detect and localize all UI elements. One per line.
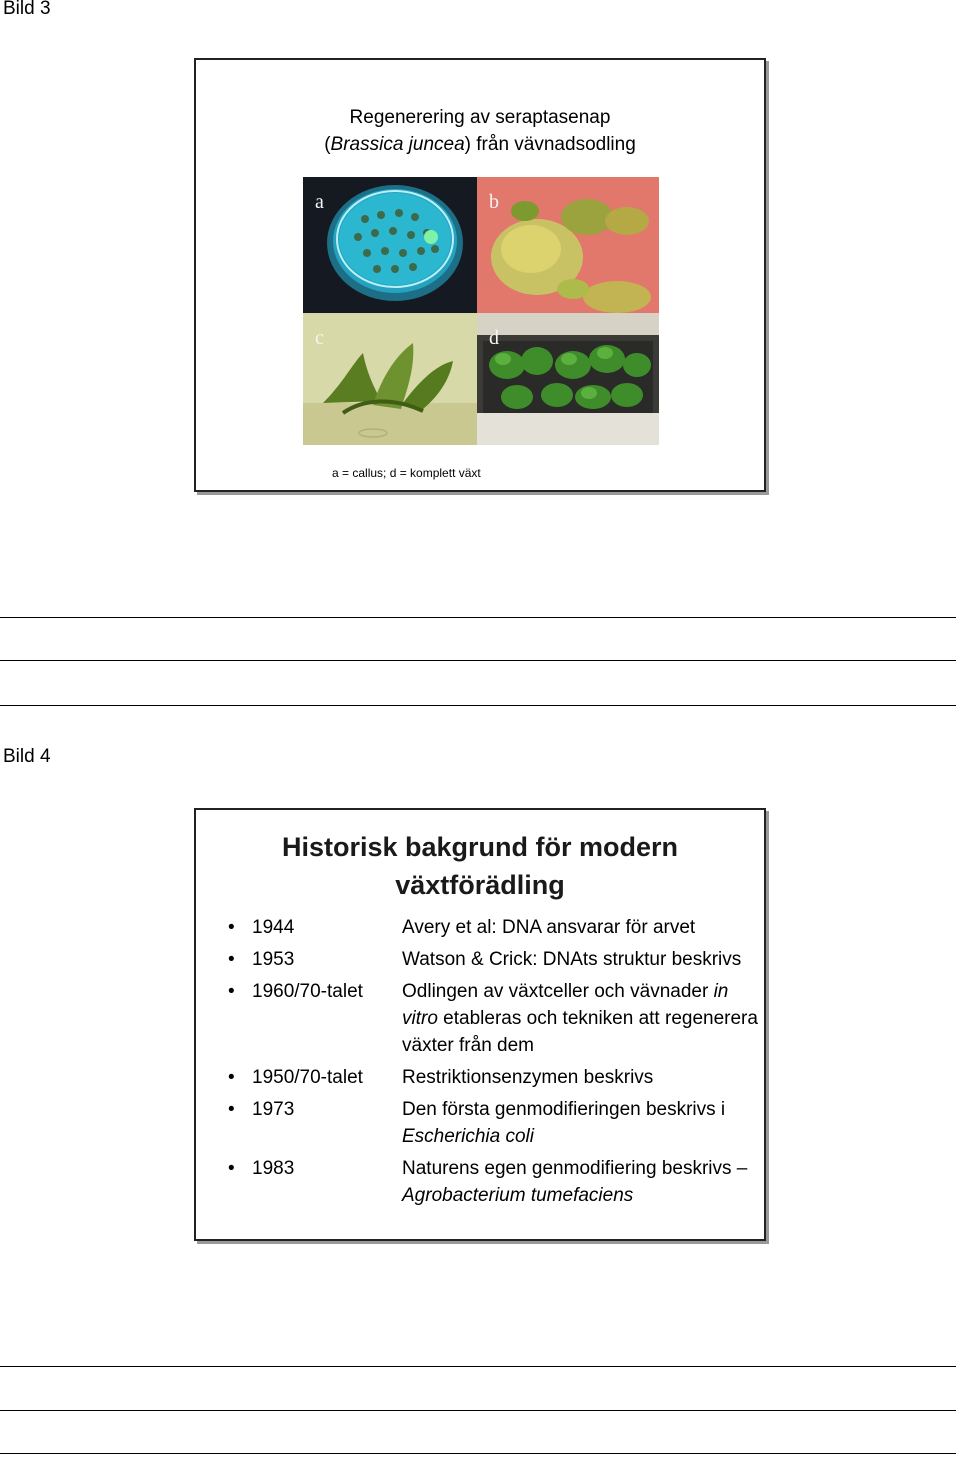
timeline-list [196, 914, 768, 1214]
latin-name: Brassica juncea [330, 134, 465, 155]
timeline-item [196, 1064, 768, 1091]
title-line-2: (Brassica juncea) från vävnadsodling [324, 134, 636, 155]
slide-bild-3 [194, 58, 766, 492]
title-line-1: Regenerering av seraptasenap [349, 107, 611, 128]
photo-caption: a = callus; d = komplett växt [332, 466, 481, 480]
panel-letter-b: b [489, 191, 499, 213]
bild-4-label: Bild 4 [3, 746, 51, 767]
timeline-item [196, 946, 768, 973]
panel-letter-c: c [315, 327, 324, 349]
event-year: 1953 [252, 949, 295, 970]
slide-title [196, 828, 764, 904]
event-year: 1983 [252, 1158, 295, 1179]
tissue-culture-photo-grid [303, 177, 659, 445]
timeline-item [196, 914, 768, 941]
bullet-icon: • [228, 981, 235, 1002]
timeline-item [196, 1155, 768, 1209]
bullet-icon: • [228, 917, 235, 938]
timeline-item [196, 978, 768, 1059]
title-line-2: växtförädling [395, 870, 565, 900]
bullet-icon: • [228, 949, 235, 970]
slide-title [196, 104, 764, 158]
event-text: Watson & Crick: DNAts struktur beskrivs [402, 949, 742, 970]
event-year: 1950/70-talet [252, 1067, 363, 1088]
bild-3-label: Bild 3 [3, 0, 51, 19]
photo-regenerating-shoots [303, 313, 477, 445]
event-text: Odlingen av växtceller och vävnader in vitro etableras och tekniken att regenerera växter från dem [402, 981, 758, 1056]
event-year: 1944 [252, 917, 295, 938]
photo-complete-plants [477, 313, 659, 445]
bullet-icon: • [228, 1099, 235, 1120]
event-year: 1973 [252, 1099, 295, 1120]
event-text: Restriktionsenzymen beskrivs [402, 1067, 654, 1088]
event-text: Naturens egen genmodifiering beskrivs – Agrobacterium tumefaciens [402, 1158, 748, 1206]
slide-bild-4 [194, 808, 766, 1241]
panel-letter-d: d [489, 327, 499, 349]
bullet-icon: • [228, 1067, 235, 1088]
title-line-1: Historisk bakgrund för modern [281, 832, 679, 862]
timeline-item [196, 1096, 768, 1150]
event-year: 1960/70-talet [252, 981, 363, 1002]
panel-letter-a: a [315, 191, 324, 213]
event-text: Den första genmodifieringen beskrivs i Escherichia coli [402, 1099, 726, 1147]
photo-callus-green-shoots [477, 177, 659, 313]
photo-callus-petri-dish [303, 177, 477, 313]
event-text: Avery et al: DNA ansvarar för arvet [402, 917, 696, 938]
bullet-icon: • [228, 1158, 235, 1179]
